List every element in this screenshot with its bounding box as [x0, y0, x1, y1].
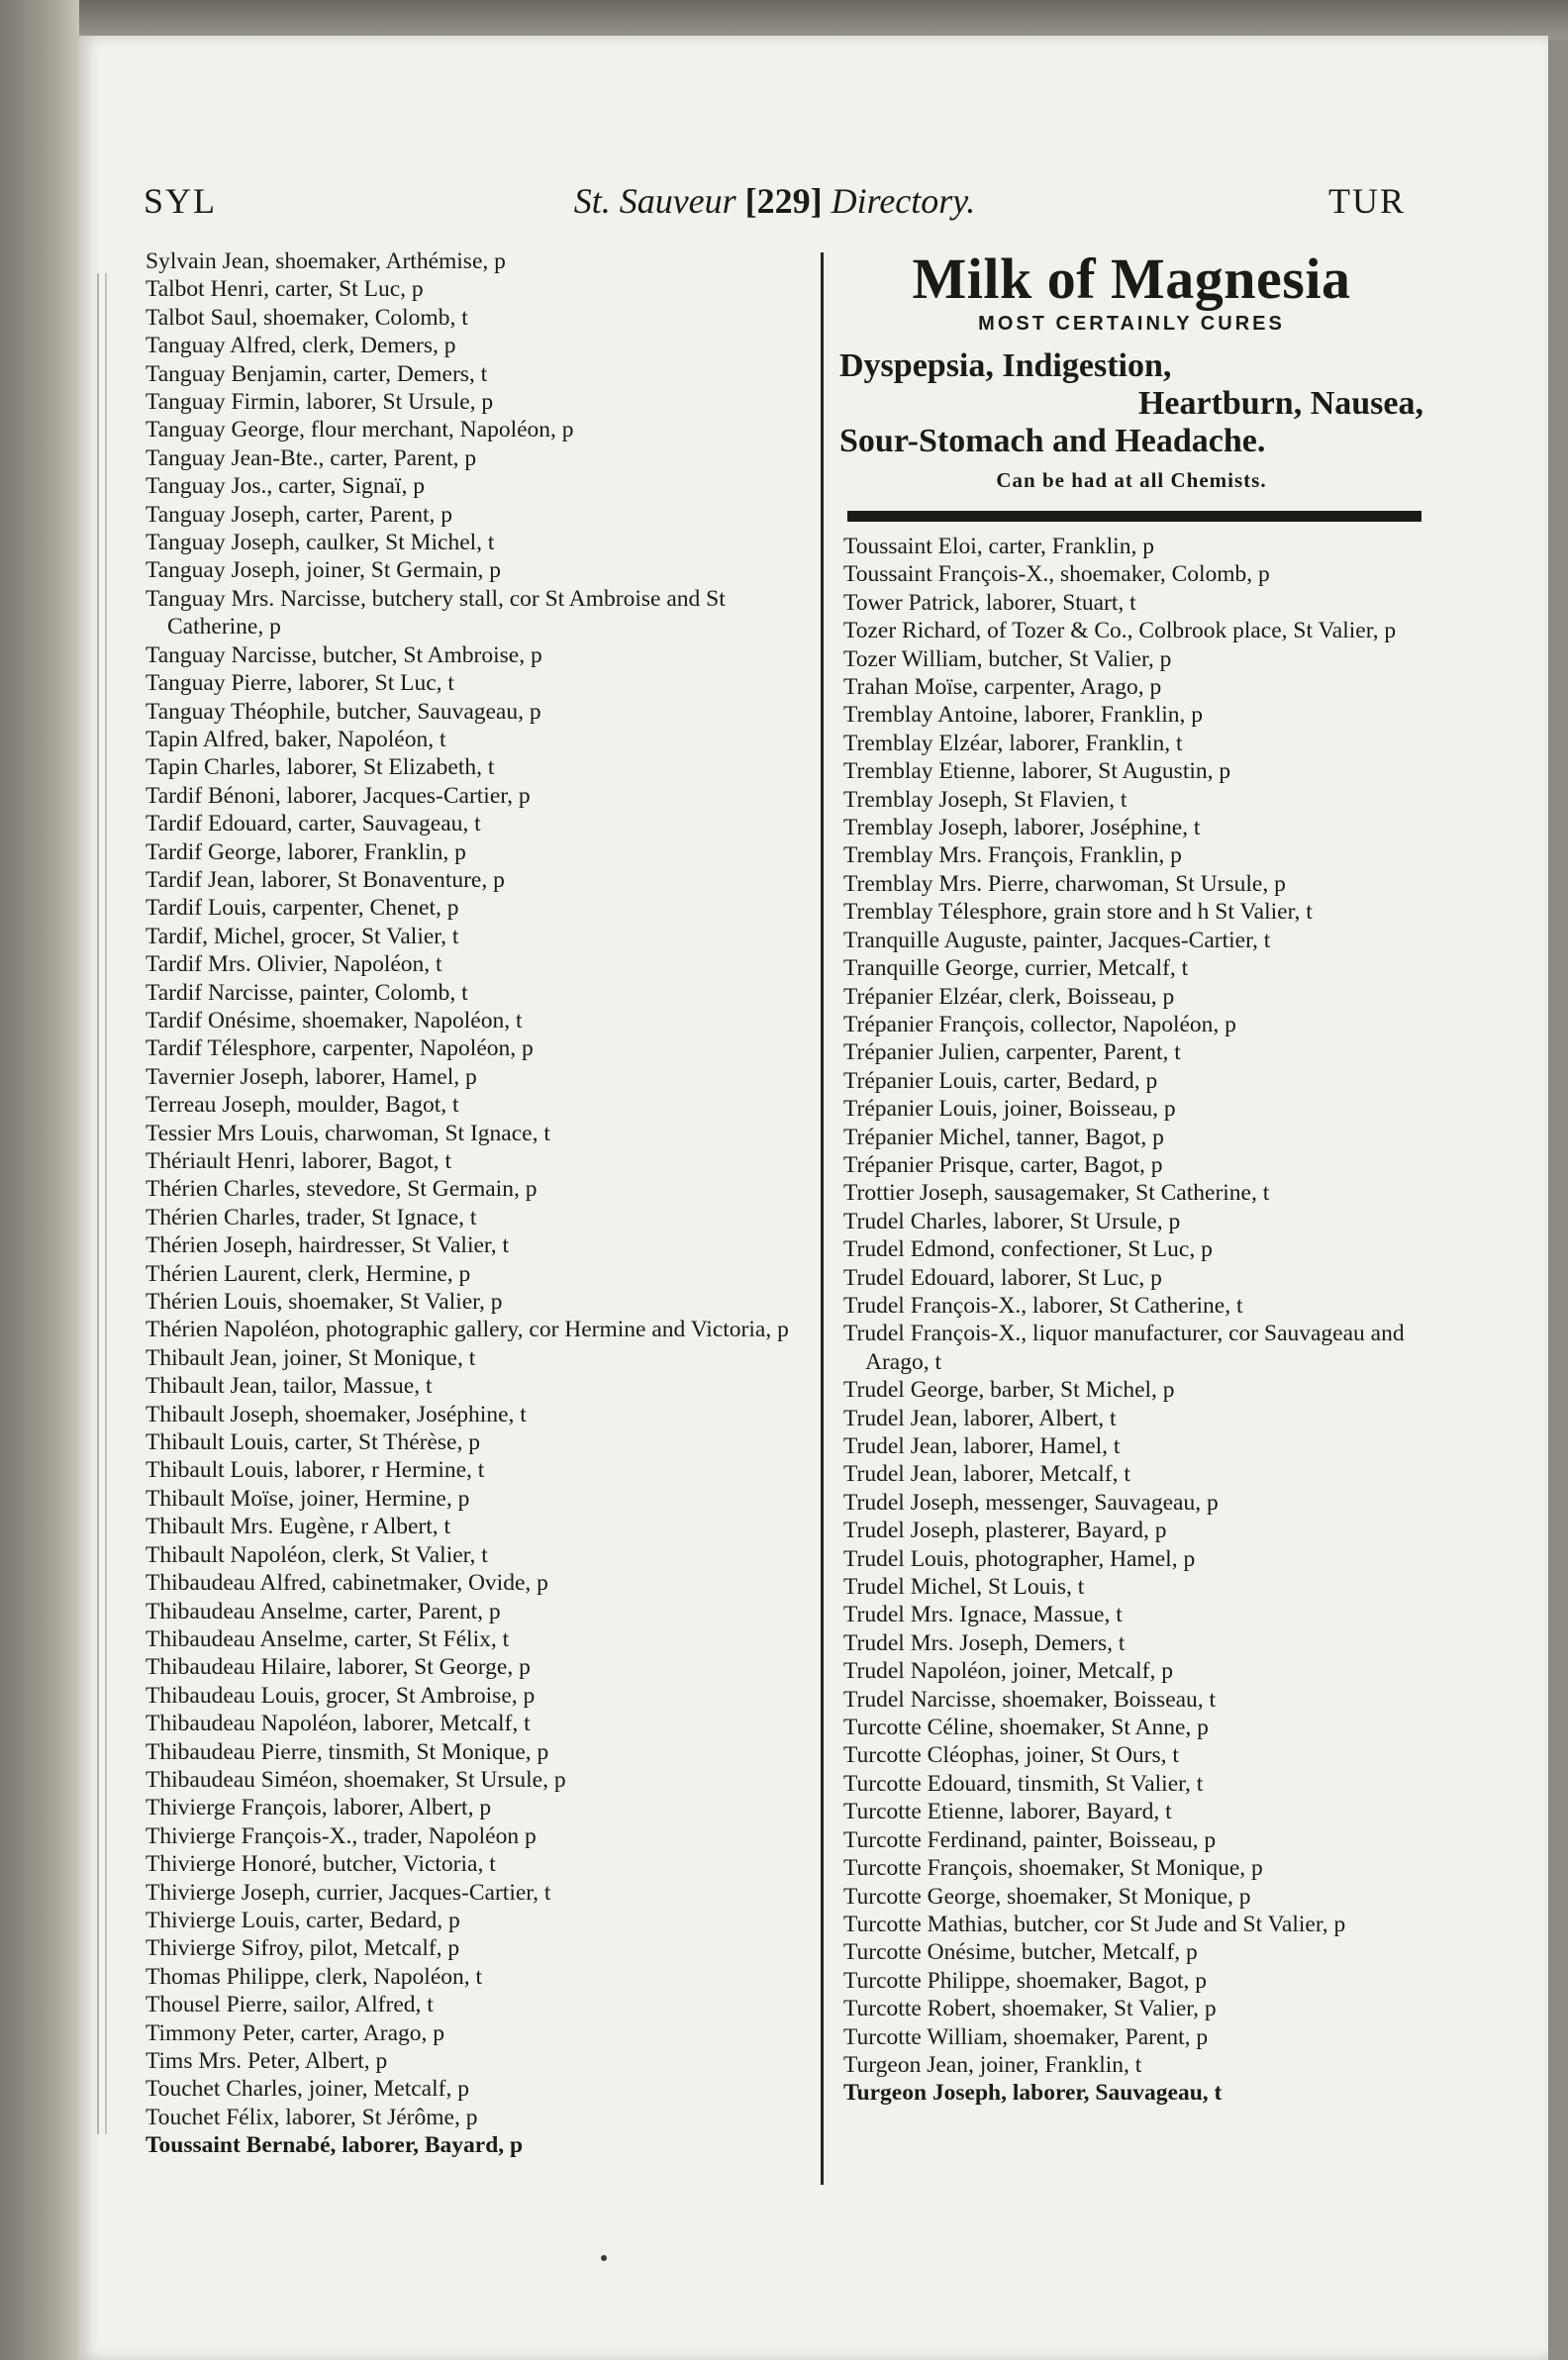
directory-entry: Thousel Pierre, sailor, Alfred, t — [146, 1992, 434, 2018]
directory-entry: Trudel Joseph, plasterer, Bayard, p — [843, 1518, 1167, 1544]
directory-entry: Timmony Peter, carter, Arago, p — [146, 2019, 445, 2046]
directory-entry: Thibault Louis, laborer, r Hermine, t — [146, 1457, 485, 1484]
directory-entry: Toussaint François-X., shoemaker, Colomb, p — [843, 561, 1270, 588]
directory-entry: Thivierge Joseph, currier, Jacques-Cartier, t — [146, 1879, 551, 1906]
directory-entry: Thérien Joseph, hairdresser, St Valier, t — [146, 1232, 510, 1259]
directory-entry: Tanguay George, flour merchant, Napoléon, p — [146, 417, 574, 443]
directory-entry: Trudel Michel, St Louis, t — [843, 1574, 1085, 1601]
directory-entry: Tanguay Pierre, laborer, St Luc, t — [146, 670, 454, 697]
directory-entry: Thibaudeau Hilaire, laborer, St George, p — [146, 1654, 531, 1681]
directory-entry: Tardif Louis, carpenter, Chenet, p — [146, 895, 459, 922]
directory-entry: Tardif Onésime, shoemaker, Napoléon, t — [146, 1007, 523, 1033]
directory-entry: Thérien Charles, trader, St Ignace, t — [146, 1204, 477, 1230]
directory-entry: Tapin Charles, laborer, St Elizabeth, t — [146, 754, 495, 781]
directory-entry: Tanguay Joseph, carter, Parent, p — [146, 501, 452, 528]
directory-entry: Tanguay Mrs. Narcisse, butchery stall, cor St Ambroise and St Catherine, p — [146, 585, 726, 640]
directory-entry: Trépanier Louis, carter, Bedard, p — [843, 1067, 1158, 1094]
directory-entry: Thériault Henri, laborer, Bagot, t — [146, 1148, 452, 1174]
directory-entry: Tanguay Alfred, clerk, Demers, p — [146, 333, 456, 359]
directory-entry: Tranquille George, currier, Metcalf, t — [843, 955, 1189, 982]
directory-entry: Thibaudeau Siméon, shoemaker, St Ursule, p — [146, 1766, 566, 1793]
directory-entry: Tardif, Michel, grocer, St Valier, t — [146, 923, 459, 949]
directory-entry: Trépanier Louis, joiner, Boisseau, p — [843, 1096, 1176, 1123]
directory-entry: Thibault Moïse, joiner, Hermine, p — [146, 1485, 470, 1512]
directory-entry: Tremblay Joseph, St Flavien, t — [843, 786, 1127, 813]
directory-entry: Thivierge François-X., trader, Napoléon p — [146, 1822, 537, 1849]
directory-entry: Turcotte George, shoemaker, St Monique, p — [843, 1883, 1251, 1910]
directory-entry: Trépanier Prisque, carter, Bagot, p — [843, 1151, 1163, 1178]
directory-entry: Thivierge François, laborer, Albert, p — [146, 1795, 492, 1821]
binding-stitch — [97, 273, 107, 2134]
directory-entry: Turcotte Edouard, tinsmith, St Valier, t — [843, 1770, 1204, 1797]
directory-entry: Thérien Laurent, clerk, Hermine, p — [146, 1260, 471, 1287]
directory-entry: Turcotte Philippe, shoemaker, Bagot, p — [843, 1967, 1207, 1994]
directory-entry: Thibault Louis, carter, St Thérèse, p — [146, 1429, 480, 1456]
advertisement — [839, 247, 1423, 522]
directory-entry: Sylvain Jean, shoemaker, Arthémise, p — [146, 248, 506, 274]
directory-entry: Tremblay Mrs. François, Franklin, p — [843, 842, 1182, 869]
directory-entry: Tremblay Antoine, laborer, Franklin, p — [843, 702, 1204, 729]
directory-entry: Tardif Télesphore, carpenter, Napoléon, p — [146, 1035, 534, 1062]
header-left-key: SYL — [144, 181, 218, 221]
directory-entry: Thivierge Honoré, butcher, Victoria, t — [146, 1851, 496, 1878]
directory-entry: Tims Mrs. Peter, Albert, p — [146, 2048, 388, 2074]
page-header — [144, 180, 1406, 230]
directory-entry: Touchet Charles, joiner, Metcalf, p — [146, 2076, 469, 2103]
directory-entry: Trudel Jean, laborer, Hamel, t — [843, 1433, 1121, 1459]
directory-entry: Turgeon Joseph, laborer, Sauvageau, t — [843, 2080, 1223, 2107]
directory-entry: Tanguay Narcisse, butcher, St Ambroise, p — [146, 641, 542, 668]
directory-entry: Tardif Edouard, carter, Sauvageau, t — [146, 811, 481, 837]
directory-entry: Thibault Napoléon, clerk, St Valier, t — [146, 1541, 488, 1568]
directory-entry: Trudel François-X., liquor manufacturer, cor Sauvageau and Arago, t — [843, 1321, 1405, 1375]
scan-top-edge — [0, 0, 1568, 40]
directory-entry: Thibaudeau Napoléon, laborer, Metcalf, t — [146, 1711, 531, 1737]
directory-entry: Thivierge Sifroy, pilot, Metcalf, p — [146, 1935, 460, 1962]
directory-entry: Trudel Charles, laborer, St Ursule, p — [843, 1208, 1181, 1234]
directory-entry: Turcotte Onésime, butcher, Metcalf, p — [843, 1939, 1198, 1966]
directory-entry: Terreau Joseph, moulder, Bagot, t — [146, 1092, 459, 1119]
directory-entry: Trudel Joseph, messenger, Sauvageau, p — [843, 1489, 1219, 1516]
directory-entry: Trudel François-X., laborer, St Catherine, t — [843, 1292, 1243, 1319]
directory-entry: Tanguay Joseph, caulker, St Michel, t — [146, 530, 495, 556]
left-column — [146, 247, 819, 2160]
directory-entry: Tardif Jean, laborer, St Bonaventure, p — [146, 866, 505, 893]
directory-entry: Thibaudeau Pierre, tinsmith, St Monique, p — [146, 1738, 549, 1765]
directory-entry: Tardif Mrs. Olivier, Napoléon, t — [146, 951, 442, 978]
directory-entry: Tozer William, butcher, St Valier, p — [843, 645, 1172, 672]
ad-title: Milk of Magnesia — [912, 246, 1351, 311]
directory-entry: Tremblay Mrs. Pierre, charwoman, St Ursule, p — [843, 870, 1286, 897]
directory-entry: Turcotte Cléophas, joiner, St Ours, t — [843, 1742, 1179, 1769]
directory-entry: Thibaudeau Alfred, cabinetmaker, Ovide, p — [146, 1570, 548, 1597]
directory-entry: Talbot Henri, carter, St Luc, p — [146, 276, 424, 303]
directory-entry: Tremblay Etienne, laborer, St Augustin, p — [843, 758, 1231, 785]
ad-line-3: Sour-Stomach and Headache. — [839, 423, 1266, 459]
directory-entry: Trudel Narcisse, shoemaker, Boisseau, t — [843, 1686, 1217, 1713]
directory-entry: Talbot Saul, shoemaker, Colomb, t — [146, 304, 468, 331]
directory-entry: Thérien Louis, shoemaker, St Valier, p — [146, 1289, 503, 1316]
directory-entry: Toussaint Eloi, carter, Franklin, p — [843, 534, 1154, 559]
directory-entry: Trépanier Michel, tanner, Bagot, p — [843, 1124, 1164, 1150]
ad-divider-bar — [847, 511, 1421, 522]
directory-entry: Thibaudeau Anselme, carter, St Félix, t — [146, 1625, 510, 1652]
directory-entry: Tanguay Joseph, joiner, St Germain, p — [146, 557, 501, 584]
directory-entry: Turcotte Céline, shoemaker, St Anne, p — [843, 1715, 1209, 1741]
directory-entry: Trahan Moïse, carpenter, Arago, p — [843, 674, 1162, 701]
directory-entry: Thibault Joseph, shoemaker, Joséphine, t — [146, 1401, 527, 1427]
directory-entry: Trudel Louis, photographer, Hamel, p — [843, 1545, 1196, 1572]
header-title-prefix: St. Sauveur — [573, 181, 745, 221]
directory-entry: Tapin Alfred, baker, Napoléon, t — [146, 726, 446, 752]
directory-entry: Tower Patrick, laborer, Stuart, t — [843, 589, 1136, 616]
directory-entry: Thibaudeau Louis, grocer, St Ambroise, p — [146, 1682, 536, 1709]
column-divider — [821, 252, 824, 2185]
directory-entry: Thérien Charles, stevedore, St Germain, p — [146, 1176, 538, 1203]
directory-entry: Tavernier Joseph, laborer, Hamel, p — [146, 1063, 477, 1090]
right-column — [843, 533, 1427, 2108]
directory-entry: Trépanier Elzéar, clerk, Boisseau, p — [843, 983, 1175, 1010]
directory-entry: Trudel George, barber, St Michel, p — [843, 1377, 1175, 1404]
directory-entry: Trudel Jean, laborer, Albert, t — [843, 1405, 1117, 1431]
book-binding — [0, 0, 79, 2360]
directory-entry: Thomas Philippe, clerk, Napoléon, t — [146, 1963, 483, 1990]
directory-entry: Trudel Jean, laborer, Metcalf, t — [843, 1461, 1130, 1488]
ad-subtitle: MOST CERTAINLY CURES — [978, 313, 1285, 335]
directory-entry: Tanguay Théophile, butcher, Sauvageau, p — [146, 698, 541, 725]
directory-entry: Trépanier Julien, carpenter, Parent, t — [843, 1039, 1181, 1066]
directory-entry: Thérien Napoléon, photographic gallery, cor Hermine and Victoria, p — [146, 1317, 789, 1343]
directory-entry: Tanguay Benjamin, carter, Demers, t — [146, 360, 488, 387]
directory-entry: Tanguay Firmin, laborer, St Ursule, p — [146, 389, 494, 416]
directory-entry: Trudel Edouard, laborer, St Luc, p — [843, 1264, 1162, 1291]
directory-entry: Thivierge Louis, carter, Bedard, p — [146, 1907, 460, 1933]
directory-entry: Trudel Edmond, confectioner, St Luc, p — [843, 1236, 1213, 1263]
directory-entry: Tozer Richard, of Tozer & Co., Colbrook place, St Valier, p — [843, 618, 1397, 644]
header-title-suffix: Directory. — [822, 181, 976, 221]
directory-entry: Tessier Mrs Louis, charwoman, St Ignace, t — [146, 1120, 550, 1146]
directory-entry: Toussaint Bernabé, laborer, Bayard, p — [146, 2132, 524, 2159]
directory-entry: Turcotte Ferdinand, painter, Boisseau, p — [843, 1826, 1217, 1853]
directory-entry: Tranquille Auguste, painter, Jacques-Cartier, t — [843, 927, 1271, 953]
directory-entry: Turcotte Robert, shoemaker, St Valier, p — [843, 1996, 1217, 2022]
directory-entry: Trudel Mrs. Joseph, Demers, t — [843, 1629, 1126, 1656]
page-mark — [601, 2255, 607, 2261]
header-title — [144, 180, 1406, 222]
directory-entry: Thibault Jean, tailor, Massue, t — [146, 1373, 433, 1400]
directory-entry: Turcotte Etienne, laborer, Bayard, t — [843, 1799, 1172, 1825]
ad-line-2: Heartburn, Nausea, — [1137, 385, 1423, 422]
directory-entry: Trudel Napoléon, joiner, Metcalf, p — [843, 1658, 1173, 1685]
directory-entry: Tanguay Jean-Bte., carter, Parent, p — [146, 444, 477, 471]
directory-entry: Touchet Félix, laborer, St Jérôme, p — [146, 2104, 478, 2130]
directory-entry: Tanguay Jos., carter, Signaï, p — [146, 473, 425, 500]
directory-entry: Thibault Jean, joiner, St Monique, t — [146, 1344, 476, 1371]
directory-entry: Turcotte William, shoemaker, Parent, p — [843, 2023, 1209, 2050]
directory-entry: Turcotte François, shoemaker, St Monique, p — [843, 1855, 1263, 1882]
directory-entry: Trudel Mrs. Ignace, Massue, t — [843, 1602, 1123, 1628]
directory-entry: Tremblay Télesphore, grain store and h St Valier, t — [843, 899, 1313, 926]
ad-line-1: Dyspepsia, Indigestion, — [839, 347, 1172, 384]
directory-entry: Trottier Joseph, sausagemaker, St Catherine, t — [843, 1180, 1270, 1207]
directory-entry: Tardif George, laborer, Franklin, p — [146, 838, 466, 865]
directory-entry: Thibault Mrs. Eugène, r Albert, t — [146, 1514, 451, 1540]
directory-entry: Tardif Bénoni, laborer, Jacques-Cartier, p — [146, 782, 531, 809]
page-number: [229] — [744, 181, 823, 221]
ad-footer: Can be had at all Chemists. — [996, 468, 1267, 492]
directory-entry: Turcotte Mathias, butcher, cor St Jude and St Valier, p — [843, 1911, 1346, 1937]
directory-entry: Tremblay Joseph, laborer, Joséphine, t — [843, 815, 1201, 841]
directory-entry: Turgeon Jean, joiner, Franklin, t — [843, 2051, 1142, 2078]
directory-entry: Trépanier François, collector, Napoléon, p — [843, 1011, 1236, 1037]
directory-entry: Tremblay Elzéar, laborer, Franklin, t — [843, 730, 1183, 756]
directory-entry: Thibaudeau Anselme, carter, Parent, p — [146, 1598, 501, 1624]
header-right-key: TUR — [1328, 181, 1406, 221]
directory-entry: Tardif Narcisse, painter, Colomb, t — [146, 979, 468, 1006]
